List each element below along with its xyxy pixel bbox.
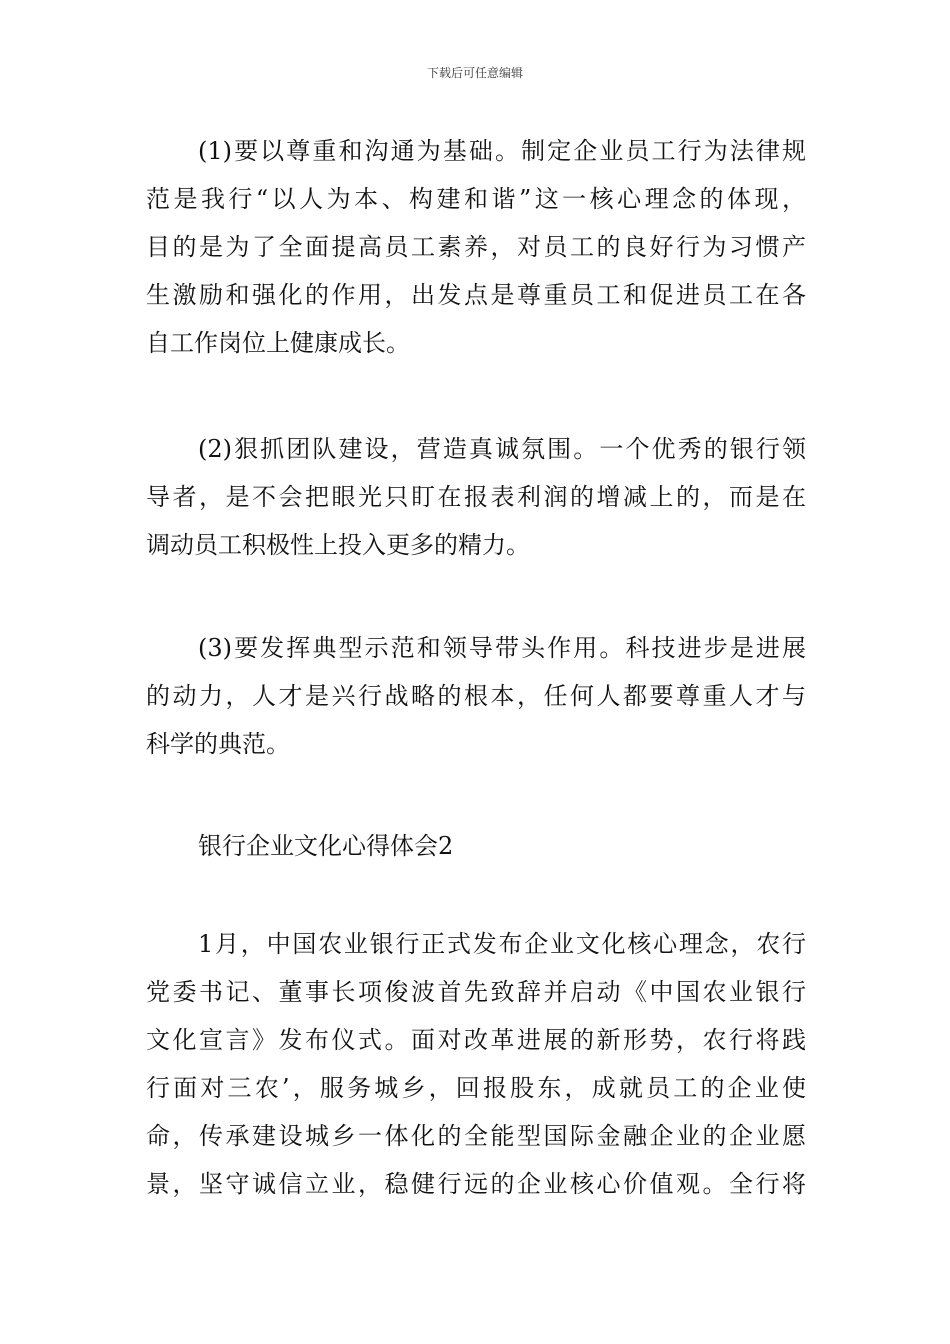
paragraph-line: 生激励和强化的作用，出发点是尊重员工和促进员工在各	[146, 281, 806, 309]
paragraph-line: 1月，中国农业银行正式发布企业文化核心理念，农行	[198, 930, 806, 958]
paragraph-line: 文化宣言》发布仪式。面对改革进展的新形势，农行将践	[146, 1026, 806, 1054]
paragraph-line: 导者，是不会把眼光只盯在报表利润的增减上的，而是在	[146, 483, 806, 511]
paragraph-line: (1)要以尊重和沟通为基础。制定企业员工行为法律规	[198, 137, 806, 165]
paragraph-2	[146, 425, 806, 569]
header-note: 下载后可任意编辑	[426, 66, 523, 80]
paragraph-line: 目的是为了全面提高员工素养，对员工的良好行为习惯产	[146, 233, 806, 261]
section-paragraph	[146, 920, 806, 1208]
paragraph-line: 范是我行“以人为本、构建和谐”这一核心理念的体现，	[146, 185, 806, 213]
paragraph-3	[146, 624, 806, 768]
paragraph-1	[146, 127, 806, 367]
paragraph-line: 自工作岗位上健康成长。	[146, 329, 410, 357]
paragraph-line: (2)狠抓团队建设，营造真诚氛围。一个优秀的银行领	[198, 435, 806, 463]
paragraph-line: 调动员工积极性上投入更多的精力。	[146, 531, 530, 559]
paragraph-line: 行面对三农’，服务城乡，回报股东，成就员工的企业使	[146, 1074, 806, 1102]
section-title: 银行企业文化心得体会2	[198, 832, 454, 860]
paragraph-line: 科学的典范。	[146, 730, 290, 758]
paragraph-line: 命，传承建设城乡一体化的全能型国际金融企业的企业愿	[146, 1122, 806, 1150]
paragraph-line: 党委书记、董事长项俊波首先致辞并启动《中国农业银行	[146, 978, 806, 1006]
paragraph-line: (3)要发挥典型示范和领导带头作用。科技进步是进展	[198, 634, 806, 662]
section-title-block	[146, 822, 806, 870]
paragraph-line: 景，坚守诚信立业，稳健行远的企业核心价值观。全行将	[146, 1170, 806, 1198]
paragraph-line: 的动力，人才是兴行战略的根本，任何人都要尊重人才与	[146, 682, 806, 710]
